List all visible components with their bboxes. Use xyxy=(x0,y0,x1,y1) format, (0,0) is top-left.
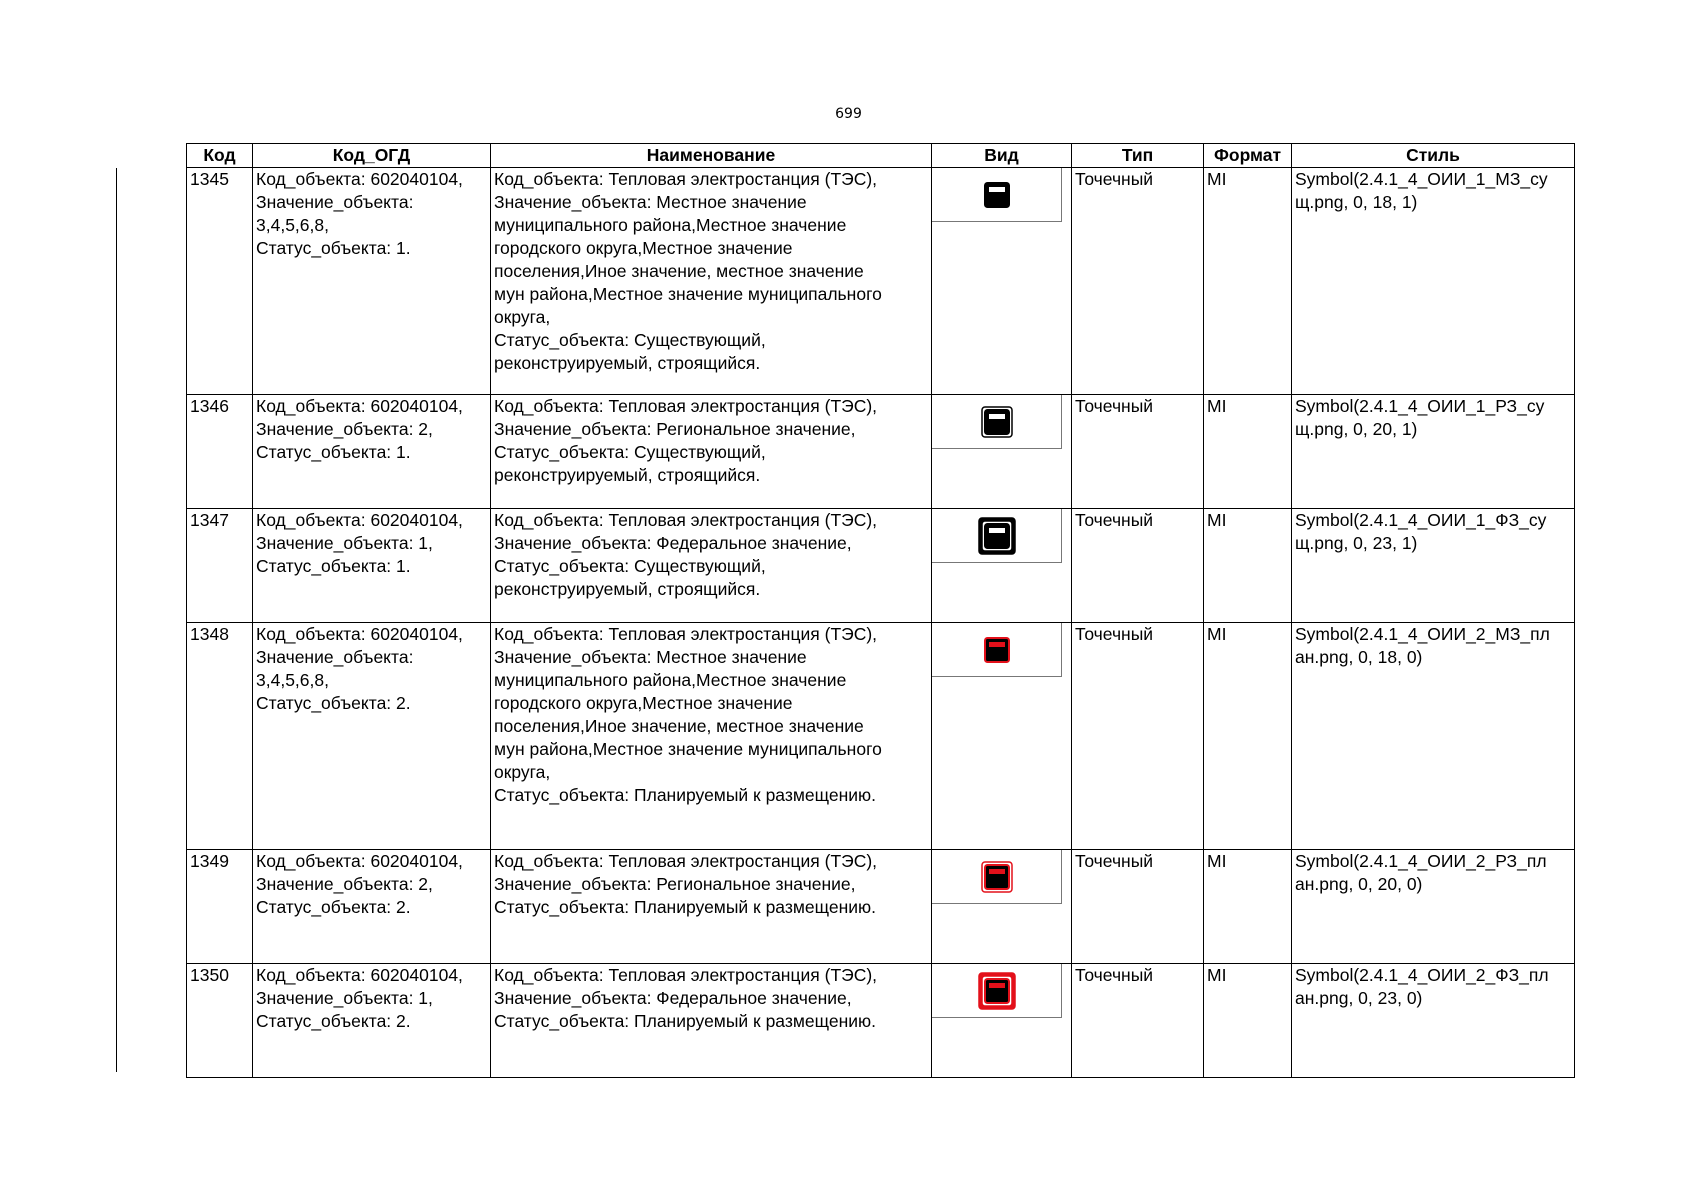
row-format: MI xyxy=(1204,964,1292,1078)
row-format: MI xyxy=(1204,395,1292,509)
tes-existing-regional-icon xyxy=(977,402,1017,442)
header-ogd-code: Код_ОГД xyxy=(253,144,491,168)
row-ogd-code: Код_объекта: 602040104, Значение_объекта: 2, Статус_объекта: 2. xyxy=(253,850,491,964)
row-view xyxy=(932,395,1072,509)
row-view xyxy=(932,623,1072,850)
table-row xyxy=(187,964,1575,1078)
row-style: Symbol(2.4.1_4_ОИИ_1_МЗ_су щ.png, 0, 18, 1) xyxy=(1292,168,1575,395)
row-type: Точечный xyxy=(1072,623,1204,850)
row-view xyxy=(932,964,1072,1078)
view-symbol-box xyxy=(932,168,1062,222)
row-style: Symbol(2.4.1_4_ОИИ_2_РЗ_пл ан.png, 0, 20, 0) xyxy=(1292,850,1575,964)
header-name: Наименование xyxy=(491,144,932,168)
row-format: MI xyxy=(1204,850,1292,964)
margin-line xyxy=(116,168,117,1072)
header-view: Вид xyxy=(932,144,1072,168)
row-code: 1345 xyxy=(187,168,253,395)
row-ogd-code: Код_объекта: 602040104, Значение_объекта: 3,4,5,6,8, Статус_объекта: 2. xyxy=(253,623,491,850)
row-name: Код_объекта: Тепловая электростанция (ТЭС), Значение_объекта: Федеральное значение, Статус_объекта: Планируемый к размещению. xyxy=(491,964,932,1078)
header-format: Формат xyxy=(1204,144,1292,168)
row-view xyxy=(932,509,1072,623)
row-ogd-code: Код_объекта: 602040104, Значение_объекта: 2, Статус_объекта: 1. xyxy=(253,395,491,509)
header-code: Код xyxy=(187,144,253,168)
row-ogd-code: Код_объекта: 602040104, Значение_объекта: 3,4,5,6,8, Статус_объекта: 1. xyxy=(253,168,491,395)
row-code: 1349 xyxy=(187,850,253,964)
tes-planned-federal-icon xyxy=(977,971,1017,1011)
tes-existing-local-icon xyxy=(977,175,1017,215)
row-ogd-code: Код_объекта: 602040104, Значение_объекта: 1, Статус_объекта: 2. xyxy=(253,964,491,1078)
row-style: Symbol(2.4.1_4_ОИИ_2_ФЗ_пл ан.png, 0, 23, 0) xyxy=(1292,964,1575,1078)
row-code: 1346 xyxy=(187,395,253,509)
row-format: MI xyxy=(1204,623,1292,850)
row-style: Symbol(2.4.1_4_ОИИ_1_ФЗ_су щ.png, 0, 23, 1) xyxy=(1292,509,1575,623)
row-name: Код_объекта: Тепловая электростанция (ТЭС), Значение_объекта: Федеральное значение, Статус_объекта: Существующий, реконструируемый, строящийся. xyxy=(491,509,932,623)
table-row xyxy=(187,850,1575,964)
row-type: Точечный xyxy=(1072,509,1204,623)
row-name: Код_объекта: Тепловая электростанция (ТЭС), Значение_объекта: Региональное значение, Статус_объекта: Планируемый к размещению. xyxy=(491,850,932,964)
view-symbol-box xyxy=(932,395,1062,449)
row-type: Точечный xyxy=(1072,964,1204,1078)
view-symbol-box xyxy=(932,623,1062,677)
row-view xyxy=(932,850,1072,964)
row-name: Код_объекта: Тепловая электростанция (ТЭС), Значение_объекта: Местное значение муниципального района,Местное значение городского округа,Местное значение поселения,Иное значение, местное значение мун района,Местное значение муниципального округа, Статус_объекта: Планируемый к размещению. xyxy=(491,623,932,850)
row-type: Точечный xyxy=(1072,168,1204,395)
table-row xyxy=(187,395,1575,509)
header-type: Тип xyxy=(1072,144,1204,168)
row-view xyxy=(932,168,1072,395)
table-header-row xyxy=(187,144,1575,168)
tes-planned-regional-icon xyxy=(977,857,1017,897)
tes-existing-federal-icon xyxy=(977,516,1017,556)
row-code: 1348 xyxy=(187,623,253,850)
row-code: 1350 xyxy=(187,964,253,1078)
row-format: MI xyxy=(1204,168,1292,395)
header-style: Стиль xyxy=(1292,144,1575,168)
row-ogd-code: Код_объекта: 602040104, Значение_объекта: 1, Статус_объекта: 1. xyxy=(253,509,491,623)
table-row xyxy=(187,168,1575,395)
tes-planned-local-icon xyxy=(977,630,1017,670)
row-type: Точечный xyxy=(1072,850,1204,964)
page-number: 699 xyxy=(835,106,862,122)
view-symbol-box xyxy=(932,509,1062,563)
row-style: Symbol(2.4.1_4_ОИИ_1_РЗ_су щ.png, 0, 20, 1) xyxy=(1292,395,1575,509)
table-row xyxy=(187,623,1575,850)
row-code: 1347 xyxy=(187,509,253,623)
row-style: Symbol(2.4.1_4_ОИИ_2_МЗ_пл ан.png, 0, 18, 0) xyxy=(1292,623,1575,850)
row-name: Код_объекта: Тепловая электростанция (ТЭС), Значение_объекта: Региональное значение, Статус_объекта: Существующий, реконструируемый, строящийся. xyxy=(491,395,932,509)
view-symbol-box xyxy=(932,850,1062,904)
table-row xyxy=(187,509,1575,623)
view-symbol-box xyxy=(932,964,1062,1018)
row-type: Точечный xyxy=(1072,395,1204,509)
symbol-registry-table xyxy=(186,143,1575,1078)
row-format: MI xyxy=(1204,509,1292,623)
row-name: Код_объекта: Тепловая электростанция (ТЭС), Значение_объекта: Местное значение муниципального района,Местное значение городского округа,Местное значение поселения,Иное значение, местное значение мун района,Местное значение муниципального округа, Статус_объекта: Существующий, реконструируемый, строящийся. xyxy=(491,168,932,395)
